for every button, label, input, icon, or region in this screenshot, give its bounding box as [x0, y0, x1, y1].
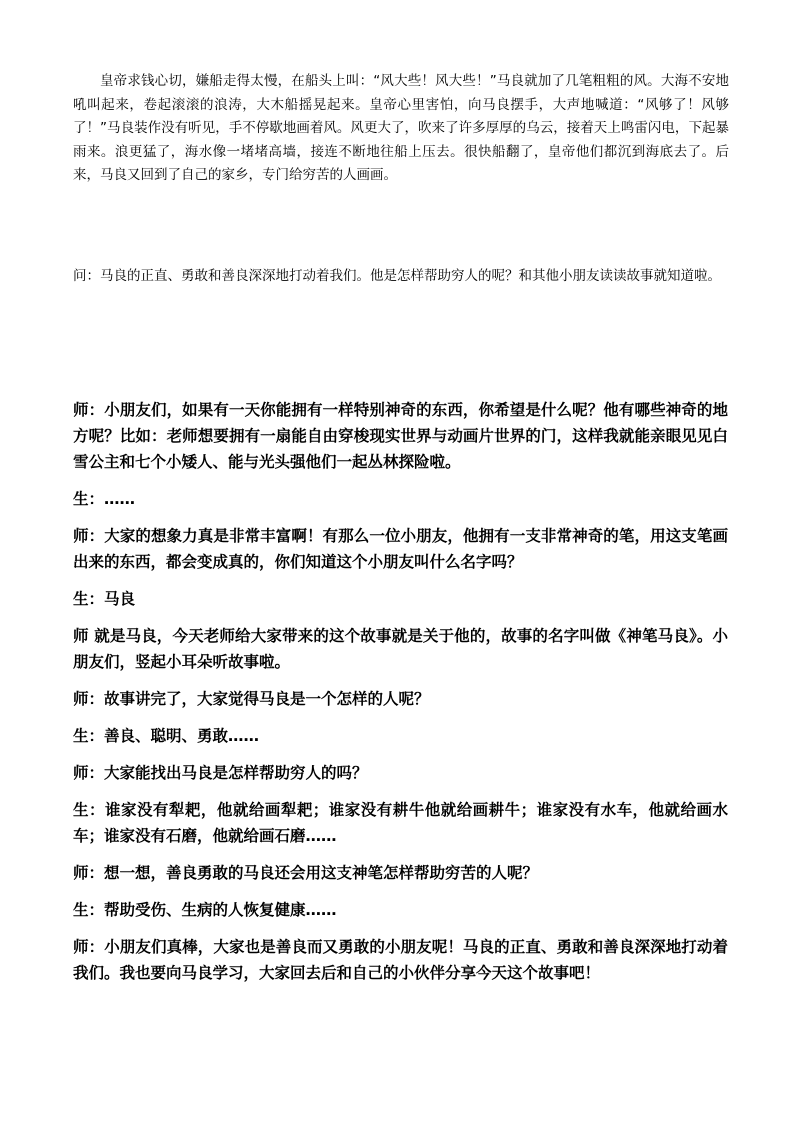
dialogue-line: 师：想一想，善良勇敢的马良还会用这支神笔怎样帮助穷苦的人呢？	[73, 864, 539, 882]
dialogue-line: 生：善良、聪明、勇敢……	[73, 727, 260, 745]
dialogue-line: 师：大家能找出马良是怎样帮助穷人的吗？	[73, 764, 368, 782]
dialogue-line: 师 就是马良，今天老师给大家带来的这个故事就是关于他的，故事的名字叫做《神笔马良》。小朋友们，竖起小耳朵听故事啦。	[73, 627, 728, 671]
question-paragraph: 问：马良的正直、勇敢和善良深深地打动着我们。他是怎样帮助穷人的呢？和其他小朋友读读故事就知道啦。	[73, 268, 721, 284]
dialogue-line: 生：……	[73, 490, 136, 508]
story-paragraph: 皇帝求钱心切，嫌船走得太慢，在船头上叫：“风大些！风大些！”马良就加了几笔粗粗的风。大海不安地吼叫起来，卷起滚滚的浪涛，大木船摇晃起来。皇帝心里害怕，向马良摆手，大声地喊道：“风够了！风够了！”马良装作没有听见，手不停歇地画着风。风更大了，吹来了许多厚厚的乌云，接着天上鸣雷闪电，下起暴雨来。浪更猛了，海水像一堵堵高墙，接连不断地往船上压去。很快船翻了，皇帝他们都沉到海底去了。后来，马良又回到了自己的家乡，专门给穷苦的人画画。	[73, 73, 729, 183]
dialogue-line: 师：小朋友们，如果有一天你能拥有一样特别神奇的东西，你希望是什么呢？他有哪些神奇的地方呢？比如：老师想要拥有一扇能自由穿梭现实世界与动画片世界的门，这样我就能亲眼见见白雪公主和七个小矮人、能与光头强他们一起丛林探险啦。	[73, 401, 728, 471]
dialogue-line: 生：帮助受伤、生病的人恢复健康……	[73, 901, 337, 919]
dialogue-line: 师：小朋友们真棒，大家也是善良而又勇敢的小朋友呢！马良的正直、勇敢和善良深深地打动着我们。我也要向马良学习，大家回去后和自己的小伙伴分享今天这个故事吧！	[73, 938, 728, 982]
dialogue-line: 师：故事讲完了，大家觉得马良是一个怎样的人呢？	[73, 690, 430, 708]
dialogue-line: 师：大家的想象力真是非常丰富啊！有那么一位小朋友，他拥有一支非常神奇的笔，用这支笔画出来的东西，都会变成真的，你们知道这个小朋友叫什么名字吗？	[73, 527, 728, 571]
dialogue-list	[73, 397, 728, 997]
dialogue-line: 生：马良	[73, 590, 136, 608]
dialogue-line: 生：谁家没有犁耙，他就给画犁耙；谁家没有耕牛他就给画耕牛；谁家没有水车，他就给画水车；谁家没有石磨，他就给画石磨……	[73, 801, 728, 845]
